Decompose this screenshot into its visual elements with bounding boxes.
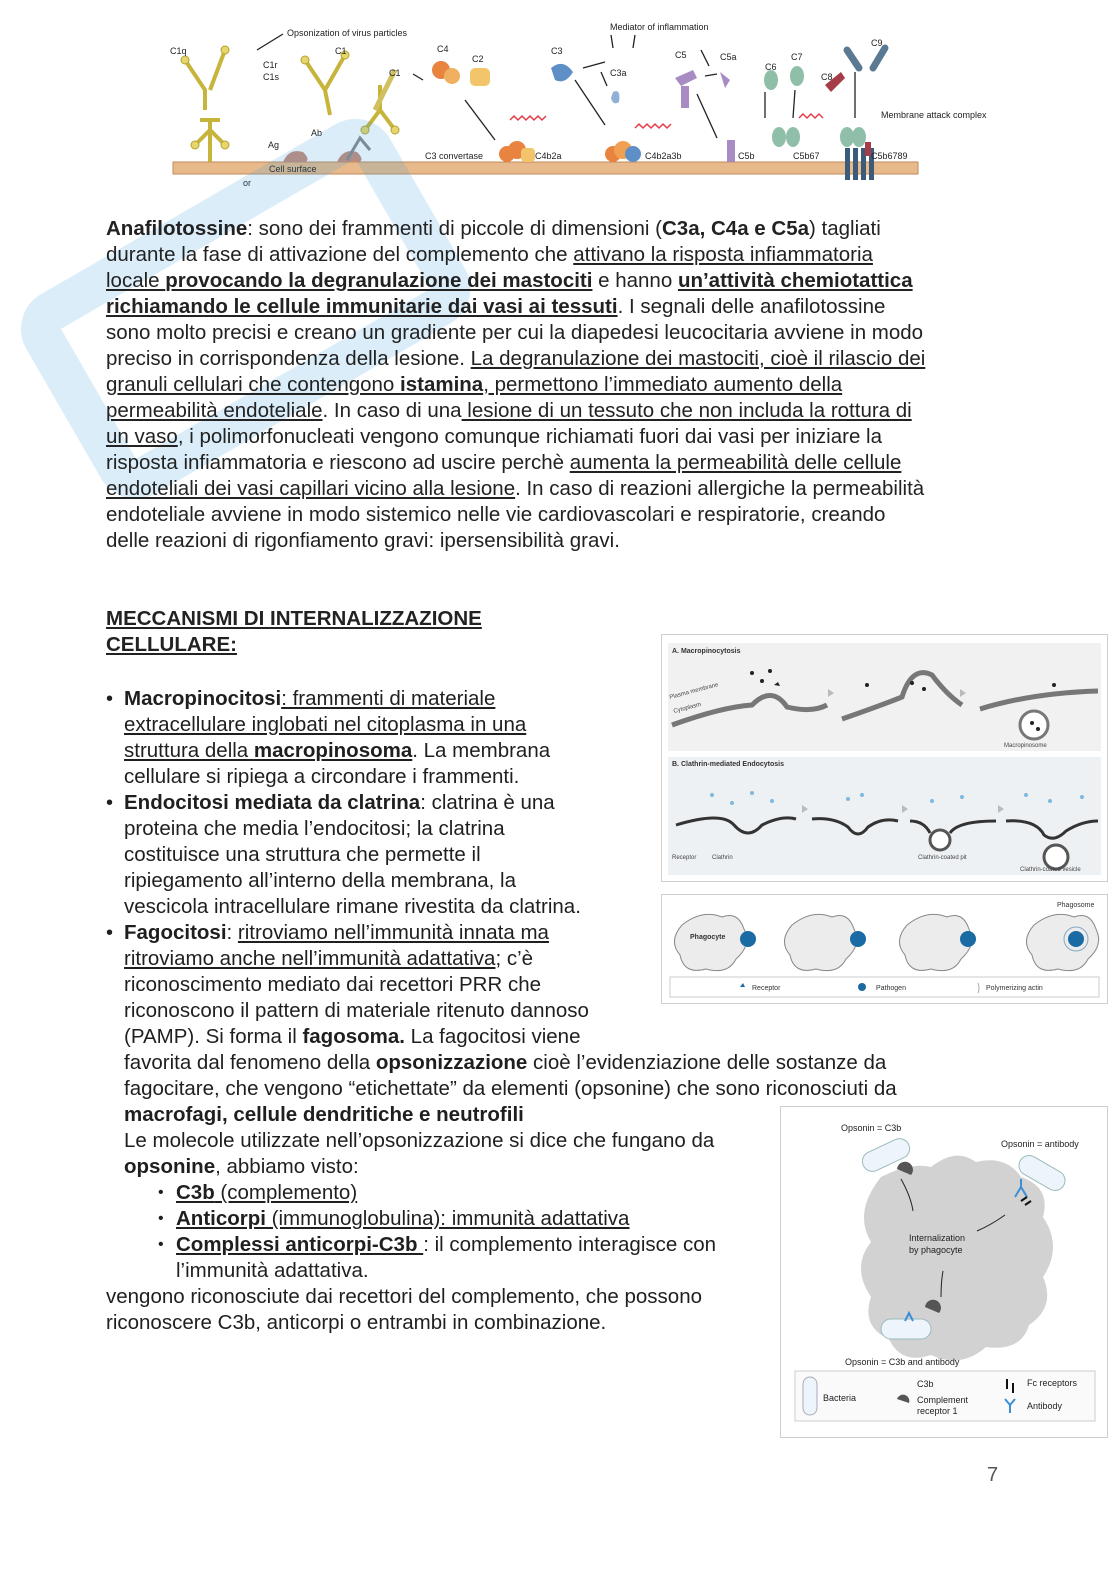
label-opsonization: Opsonization of virus particles [287, 28, 408, 38]
bacteria-legend: Bacteria [823, 1393, 857, 1403]
label-cell-surface: Cell surface [269, 164, 317, 174]
closing-line-2: riconoscere C3b, anticorpi o entrambi in combinazione. [106, 1311, 607, 1334]
antibody-legend: Antibody [1027, 1401, 1063, 1411]
op-both-label: Opsonin = C3b and antibody [845, 1357, 960, 1367]
sub-item-c3b: C3b (complemento) [176, 1181, 358, 1204]
label-c5: C5 [675, 50, 687, 60]
internalization-label: Internalization [909, 1233, 966, 1243]
label-ab: Ab [311, 128, 323, 138]
closing-line-1: vengono riconosciute dai recettori del complemento, che possono [106, 1285, 702, 1308]
phagosome-label: Phagosome [1057, 902, 1095, 909]
clathrin-label: Clathrin [712, 855, 733, 861]
label-c1b: C1 [389, 68, 401, 78]
label-c4b2a: C4b2a [535, 151, 562, 161]
label-c1a: C1 [335, 46, 347, 56]
label-c6: C6 [765, 62, 777, 72]
label-c3: C3 [551, 46, 563, 56]
coated-vesicle-label: Clathrin-coated vesicle [1020, 867, 1081, 873]
internalization-label-2: by phagocyte [909, 1245, 963, 1255]
label-c1s: C1s [263, 72, 280, 82]
macropinosome-label: Macropinosome [1004, 743, 1047, 749]
sub-item-complessi: Complessi anticorpi-C3b : il complemento interagisce con [176, 1233, 717, 1256]
label-mediator: Mediator of inflammation [610, 22, 709, 32]
label-ag: Ag [268, 140, 280, 150]
receptor-legend: Receptor [752, 985, 781, 992]
label-c3-convertase: C3 convertase [425, 151, 484, 161]
label-c4b2a3b: C4b2a3b [645, 151, 682, 161]
phagocyte-label: Phagocyte [690, 934, 726, 941]
list-item-fagocitosi: Fagocitosi: ritroviamo nell’immunità innata ma [124, 921, 549, 944]
cr1-legend-2: receptor 1 [917, 1406, 958, 1416]
page-number: 7 [987, 1464, 999, 1486]
label-c9: C9 [871, 38, 883, 48]
receptor-label: Receptor [672, 855, 697, 861]
macropinocytosis-title: A. Macropinocytosis [672, 648, 741, 655]
complement-figure [165, 10, 987, 190]
label-or: or [243, 178, 252, 188]
mechanisms-list: • Macropinocitosi: frammenti di materiale extracellulare inglobati nel citoplasma in una struttura della macropinosoma. La membrana cellulare si ripiega a circondare i frammenti. • Endocitosi mediata da clatrina: clatrina è una proteina che media l’endocitosi; la clatrina costituisce una struttura che permette il ripiegamento all’interno della membrana, la vescicola intracellulare rimane rivestita da clatrina. • Fagocitosi: ritroviamo nell’immunità innata ma ritroviamo anche nell’immunità adattativa; c’è riconoscimento mediato dai recettori PRR che riconoscono il pattern di materiale ritenuto dannoso (PAMP). Si forma il fagosoma. La fagocitosi viene favorita dal fenomeno della opsonizzazione cioè l’evidenziazione delle sostanze da fagocitare, che vengono “etichettate” da elementi (opsonine) che sono riconosciuti da macrofagi, cellule dendritiche e neutrofili Le molecole utilizzate nell’opsonizzazione si dice che fungano da opsonine, abbiamo visto: • C3b (complemento) • Anticorpi (immunoglobulina): immunità adattativa • Complessi anticorpi-C3b : il complemento interagisce con l’immunità adattativa. vengono riconosciute dai recettori del complemento, che possono riconoscere C3b, anticorpi o entrambi in combinazione. [106, 687, 897, 1334]
label-c8: C8 [821, 72, 833, 82]
label-c5b6789: C5b6789 [871, 151, 908, 161]
coated-pit-label: Clathrin-coated pit [918, 855, 967, 861]
label-c2: C2 [472, 54, 484, 64]
list-item-endocitosi: Endocitosi mediata da clatrina: clatrina è una [124, 791, 555, 814]
op-ab-label: Opsonin = antibody [1001, 1139, 1079, 1149]
section-heading: MECCANISMI DI INTERNALIZZAZIONE CELLULARE: [106, 607, 482, 656]
cr1-legend: Complement [917, 1395, 969, 1405]
fc-legend: Fc receptors [1027, 1378, 1078, 1388]
label-c4: C4 [437, 44, 449, 54]
c3b-legend: C3b [917, 1379, 934, 1389]
sub-item-anticorpi: Anticorpi (immunoglobulina): immunità adattativa [176, 1207, 630, 1230]
label-mac: Membrane attack complex [881, 110, 987, 120]
label-c1q: C1q [170, 46, 187, 56]
label-c5a: C5a [720, 52, 737, 62]
label-c7: C7 [791, 52, 803, 62]
op-c3b-label: Opsonin = C3b [841, 1123, 902, 1133]
cytoplasm-label: Cytoplasm [672, 701, 702, 715]
label-c1r: C1r [263, 60, 278, 70]
clathrin-title: B. Clathrin-mediated Endocytosis [672, 761, 785, 768]
label-c5b: C5b [738, 151, 755, 161]
label-c3a: C3a [610, 68, 627, 78]
plasma-membrane-label: Plasma membrane [668, 682, 720, 701]
list-item-macropinocitosi: Macropinocitosi: frammenti di materiale [124, 687, 496, 710]
label-c5b67: C5b67 [793, 151, 820, 161]
pathogen-legend: Pathogen [876, 985, 906, 992]
actin-legend: Polymerizing actin [986, 985, 1043, 992]
